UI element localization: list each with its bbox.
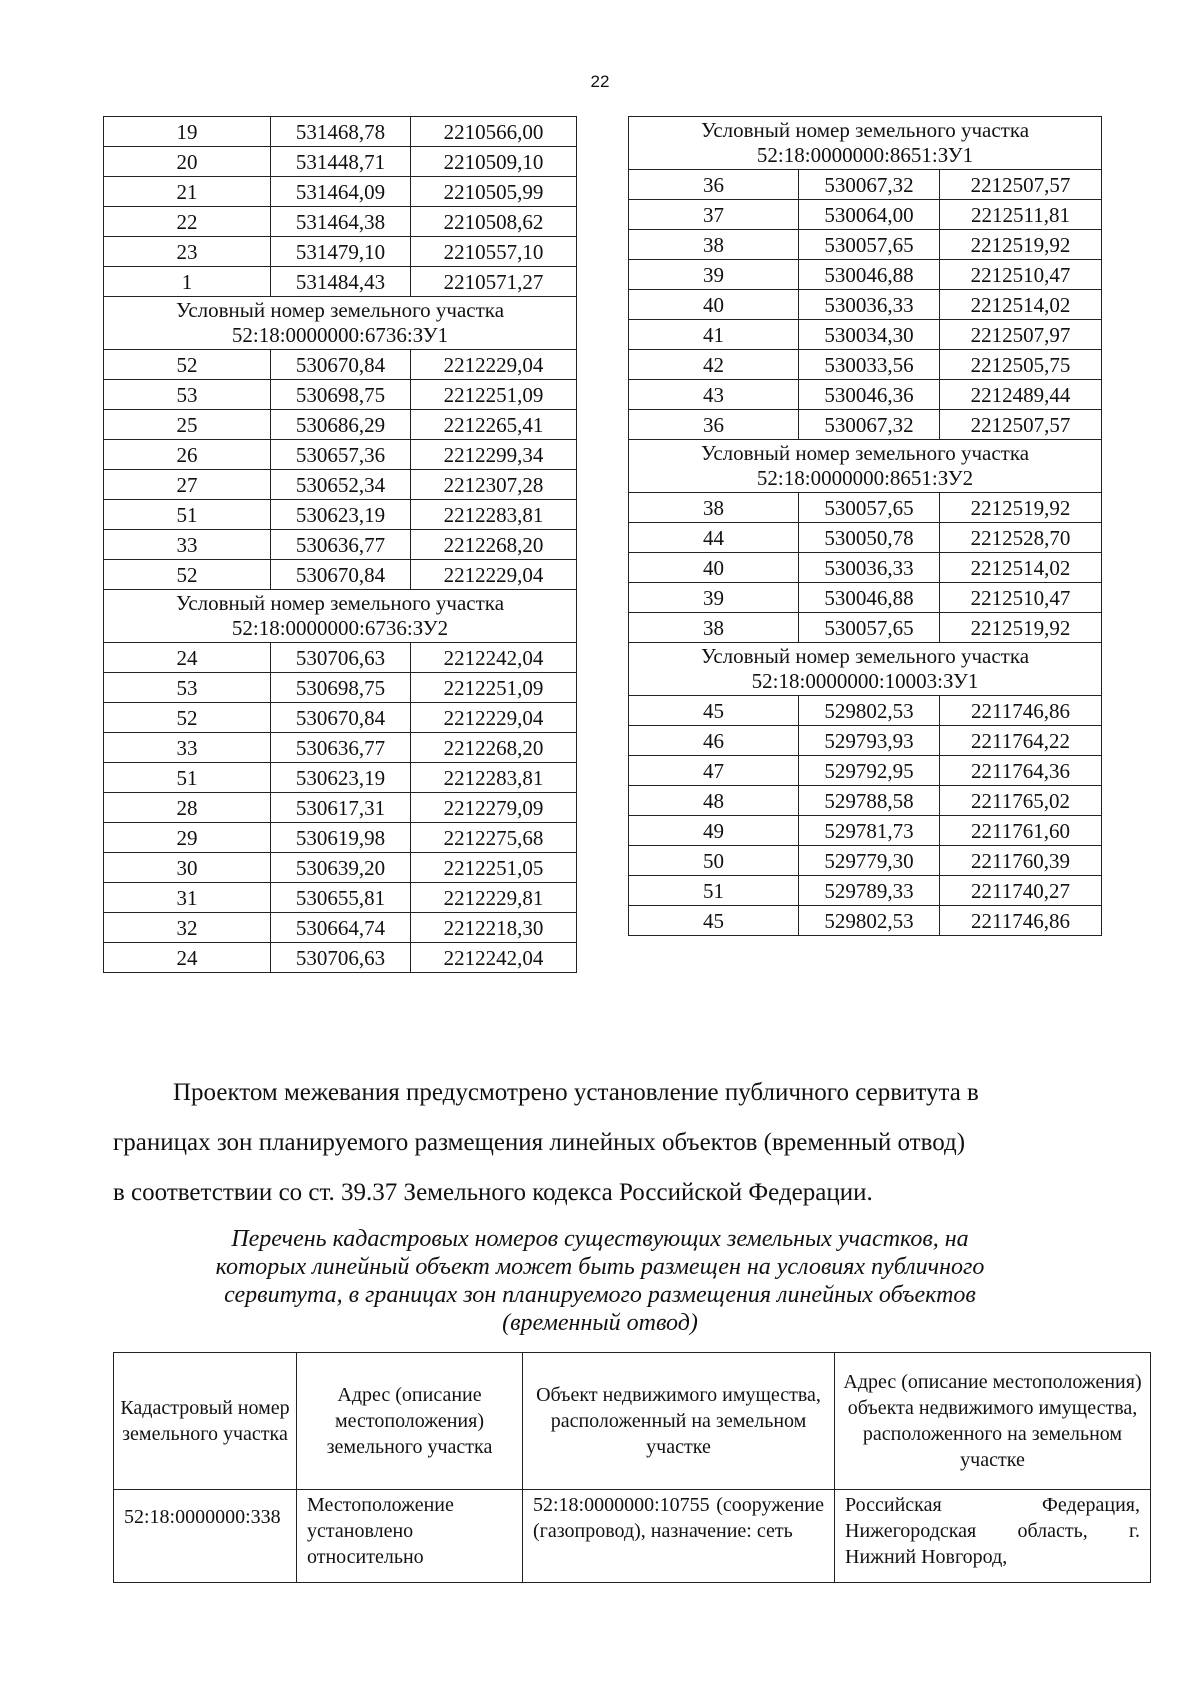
coordinate-row <box>104 913 577 943</box>
coord-y: 2212265,41 <box>411 410 577 440</box>
coordinate-row <box>104 147 577 177</box>
coord-y: 2212275,68 <box>411 823 577 853</box>
point-number: 39 <box>629 583 799 613</box>
point-number: 27 <box>104 470 271 500</box>
parcel-header-title: Условный номер земельного участка <box>700 644 1030 668</box>
cadastral-header-row <box>114 1353 1151 1490</box>
coord-x: 530639,20 <box>271 853 411 883</box>
coordinate-row <box>629 726 1102 756</box>
coordinates-table-left <box>103 116 577 973</box>
cadastral-number: 52:18:0000000:338 <box>124 1506 281 1528</box>
cadastral-row <box>114 1490 1151 1583</box>
coordinate-row <box>104 470 577 500</box>
coordinate-row <box>104 883 577 913</box>
coord-x: 529802,53 <box>799 696 940 726</box>
coordinates-table-right <box>628 116 1102 936</box>
property-address: Российская Федерация, Нижегородская область, г. Нижний Новгород, <box>845 1494 1140 1568</box>
coordinate-row <box>629 380 1102 410</box>
point-number: 21 <box>104 177 271 207</box>
coord-x: 530046,88 <box>799 260 940 290</box>
point-number: 46 <box>629 726 799 756</box>
coord-x: 530057,65 <box>799 493 940 523</box>
parcel-header-cell <box>629 117 1102 170</box>
point-number: 31 <box>104 883 271 913</box>
point-number: 32 <box>104 913 271 943</box>
coord-x: 530067,32 <box>799 170 940 200</box>
coordinate-row <box>629 493 1102 523</box>
coord-y: 2211760,39 <box>940 846 1102 876</box>
coordinate-row <box>104 793 577 823</box>
header-property-address: Адрес (описание местоположения) объекта недвижимого имущества, расположенного на земельном участке <box>835 1353 1151 1490</box>
coordinate-row <box>629 876 1102 906</box>
coordinate-row <box>104 350 577 380</box>
coord-x: 529802,53 <box>799 906 940 936</box>
coord-x: 531468,78 <box>271 117 411 147</box>
coord-x: 531479,10 <box>271 237 411 267</box>
coord-y: 2212507,57 <box>940 410 1102 440</box>
parcel-header-row <box>629 440 1102 493</box>
header-property-object: Объект недвижимого имущества, расположенный на земельном участке <box>523 1353 835 1490</box>
coord-y: 2212307,28 <box>411 470 577 500</box>
point-number: 38 <box>629 230 799 260</box>
coord-x: 530664,74 <box>271 913 411 943</box>
coord-x: 530670,84 <box>271 703 411 733</box>
property-object-cell <box>523 1490 835 1583</box>
property-address-cell <box>835 1490 1151 1583</box>
cadastral-table <box>113 1352 1151 1583</box>
parcel-number: 52:18:0000000:6736:ЗУ1 <box>231 323 449 347</box>
cadastral-number-cell <box>114 1490 297 1583</box>
coord-y: 2211764,22 <box>940 726 1102 756</box>
coord-x: 530036,33 <box>799 290 940 320</box>
parcel-header-title: Условный номер земельного участка <box>700 118 1030 142</box>
coordinate-row <box>104 177 577 207</box>
point-number: 23 <box>104 237 271 267</box>
coordinate-row <box>629 613 1102 643</box>
coord-x: 530623,19 <box>271 763 411 793</box>
coordinate-row <box>104 117 577 147</box>
coordinate-row <box>104 823 577 853</box>
parcel-header-cell <box>629 643 1102 696</box>
coordinate-row <box>104 673 577 703</box>
coordinate-row <box>629 583 1102 613</box>
coord-x: 530036,33 <box>799 553 940 583</box>
coord-y: 2212505,75 <box>940 350 1102 380</box>
land-address: Местоположение установлено относительно <box>307 1494 454 1568</box>
coord-x: 530698,75 <box>271 380 411 410</box>
point-number: 1 <box>104 267 271 297</box>
point-number: 45 <box>629 696 799 726</box>
coord-y: 2210571,27 <box>411 267 577 297</box>
coord-y: 2212251,09 <box>411 380 577 410</box>
coord-y: 2212229,81 <box>411 883 577 913</box>
coordinate-row <box>104 440 577 470</box>
point-number: 52 <box>104 703 271 733</box>
coord-y: 2212510,47 <box>940 583 1102 613</box>
paragraph-line: Проектом межевания предусмотрено установление публичного сервитута в <box>173 1079 979 1106</box>
coord-x: 530617,31 <box>271 793 411 823</box>
coordinate-row <box>104 853 577 883</box>
coord-x: 531448,71 <box>271 147 411 177</box>
parcel-header-cell <box>104 590 577 643</box>
coord-y: 2212279,09 <box>411 793 577 823</box>
coord-y: 2212229,04 <box>411 560 577 590</box>
point-number: 38 <box>629 613 799 643</box>
caption-line: сервитута, в границах зон планируемого размещения линейных объектов <box>224 1282 976 1308</box>
point-number: 24 <box>104 643 271 673</box>
coordinate-row <box>104 410 577 440</box>
coordinate-row <box>629 523 1102 553</box>
coord-y: 2212251,05 <box>411 853 577 883</box>
coord-x: 530623,19 <box>271 500 411 530</box>
caption-line: Перечень кадастровых номеров существующих земельных участков, на <box>231 1226 969 1252</box>
coord-x: 530657,36 <box>271 440 411 470</box>
land-address-cell <box>297 1490 523 1583</box>
point-number: 45 <box>629 906 799 936</box>
paragraph-line: границах зон планируемого размещения линейных объектов (временный отвод) <box>113 1129 966 1156</box>
point-number: 24 <box>104 943 271 973</box>
coord-y: 2212268,20 <box>411 733 577 763</box>
coordinate-row <box>629 410 1102 440</box>
point-number: 19 <box>104 117 271 147</box>
parcel-header-cell <box>629 440 1102 493</box>
point-number: 53 <box>104 380 271 410</box>
coord-y: 2212229,04 <box>411 703 577 733</box>
coord-y: 2210509,10 <box>411 147 577 177</box>
coordinate-row <box>629 906 1102 936</box>
coord-x: 530706,63 <box>271 643 411 673</box>
coordinate-row <box>629 290 1102 320</box>
point-number: 38 <box>629 493 799 523</box>
point-number: 52 <box>104 560 271 590</box>
coordinate-row <box>629 320 1102 350</box>
coordinate-row <box>629 846 1102 876</box>
parcel-header-title: Условный номер земельного участка <box>175 298 505 322</box>
property-object: 52:18:0000000:10755 (сооружение (газопровод), назначение: сеть <box>533 1494 824 1542</box>
coord-x: 530057,65 <box>799 230 940 260</box>
parcel-header-cell <box>104 297 577 350</box>
point-number: 26 <box>104 440 271 470</box>
coord-y: 2210508,62 <box>411 207 577 237</box>
paragraph-line: в соответствии со ст. 39.37 Земельного кодекса Российской Федерации. <box>113 1179 873 1206</box>
coord-y: 2211765,02 <box>940 786 1102 816</box>
coord-x: 529789,33 <box>799 876 940 906</box>
coord-y: 2212507,97 <box>940 320 1102 350</box>
coordinate-row <box>104 237 577 267</box>
coord-y: 2211740,27 <box>940 876 1102 906</box>
parcel-header-row <box>104 590 577 643</box>
coordinate-row <box>104 207 577 237</box>
coord-x: 530046,88 <box>799 583 940 613</box>
coord-y: 2210505,99 <box>411 177 577 207</box>
coord-x: 530686,29 <box>271 410 411 440</box>
parcel-number: 52:18:0000000:10003:ЗУ1 <box>751 669 979 693</box>
coordinate-row <box>629 200 1102 230</box>
coordinate-row <box>104 380 577 410</box>
parcel-header-title: Условный номер земельного участка <box>700 441 1030 465</box>
parcel-header-row <box>629 643 1102 696</box>
point-number: 36 <box>629 170 799 200</box>
coordinate-row <box>629 260 1102 290</box>
coordinate-row <box>629 696 1102 726</box>
coordinate-row <box>104 500 577 530</box>
parcel-header-row <box>104 297 577 350</box>
caption-line: (временный отвод) <box>502 1310 698 1336</box>
page-number: 22 <box>590 72 610 91</box>
coord-y: 2212519,92 <box>940 230 1102 260</box>
point-number: 36 <box>629 410 799 440</box>
point-number: 29 <box>104 823 271 853</box>
coord-x: 529779,30 <box>799 846 940 876</box>
coord-x: 530655,81 <box>271 883 411 913</box>
coord-x: 530636,77 <box>271 530 411 560</box>
coord-y: 2212218,30 <box>411 913 577 943</box>
coordinate-row <box>104 267 577 297</box>
point-number: 41 <box>629 320 799 350</box>
coordinate-row <box>104 530 577 560</box>
point-number: 40 <box>629 290 799 320</box>
point-number: 51 <box>104 763 271 793</box>
point-number: 49 <box>629 816 799 846</box>
table-caption <box>130 1225 1070 1337</box>
coordinate-row <box>629 350 1102 380</box>
point-number: 30 <box>104 853 271 883</box>
coordinate-row <box>629 230 1102 260</box>
parcel-number: 52:18:0000000:8651:ЗУ1 <box>756 143 974 167</box>
coord-x: 530057,65 <box>799 613 940 643</box>
point-number: 42 <box>629 350 799 380</box>
point-number: 47 <box>629 756 799 786</box>
coord-y: 2212489,44 <box>940 380 1102 410</box>
coord-x: 530670,84 <box>271 350 411 380</box>
servitude-paragraph <box>113 1068 1103 1218</box>
coord-y: 2211746,86 <box>940 906 1102 936</box>
coord-x: 530706,63 <box>271 943 411 973</box>
coord-y: 2212514,02 <box>940 553 1102 583</box>
coord-x: 530067,32 <box>799 410 940 440</box>
point-number: 53 <box>104 673 271 703</box>
coord-y: 2211764,36 <box>940 756 1102 786</box>
point-number: 43 <box>629 380 799 410</box>
coord-x: 529788,58 <box>799 786 940 816</box>
coord-y: 2212229,04 <box>411 350 577 380</box>
coord-x: 530046,36 <box>799 380 940 410</box>
coord-y: 2212299,34 <box>411 440 577 470</box>
point-number: 33 <box>104 733 271 763</box>
coord-y: 2212519,92 <box>940 613 1102 643</box>
caption-line: которых линейный объект может быть размещен на условиях публичного <box>215 1254 985 1280</box>
coord-y: 2212510,47 <box>940 260 1102 290</box>
point-number: 52 <box>104 350 271 380</box>
point-number: 51 <box>104 500 271 530</box>
coord-x: 530636,77 <box>271 733 411 763</box>
parcel-header-row <box>629 117 1102 170</box>
coord-y: 2212242,04 <box>411 943 577 973</box>
point-number: 40 <box>629 553 799 583</box>
coord-x: 530652,34 <box>271 470 411 500</box>
coord-y: 2211761,60 <box>940 816 1102 846</box>
coordinate-row <box>629 816 1102 846</box>
coord-y: 2212514,02 <box>940 290 1102 320</box>
coord-y: 2211746,86 <box>940 696 1102 726</box>
coord-y: 2212251,09 <box>411 673 577 703</box>
coord-x: 529793,93 <box>799 726 940 756</box>
coord-y: 2212283,81 <box>411 500 577 530</box>
coord-y: 2212511,81 <box>940 200 1102 230</box>
parcel-header-title: Условный номер земельного участка <box>175 591 505 615</box>
point-number: 28 <box>104 793 271 823</box>
point-number: 25 <box>104 410 271 440</box>
coordinate-row <box>104 560 577 590</box>
point-number: 33 <box>104 530 271 560</box>
point-number: 22 <box>104 207 271 237</box>
coord-x: 530670,84 <box>271 560 411 590</box>
coord-x: 529781,73 <box>799 816 940 846</box>
point-number: 39 <box>629 260 799 290</box>
coord-x: 529792,95 <box>799 756 940 786</box>
coord-x: 531484,43 <box>271 267 411 297</box>
coordinate-row <box>104 733 577 763</box>
coord-y: 2212242,04 <box>411 643 577 673</box>
coordinate-row <box>629 553 1102 583</box>
header-cadastral-number: Кадастровый номер земельного участка <box>114 1353 297 1490</box>
coord-y: 2212528,70 <box>940 523 1102 553</box>
point-number: 20 <box>104 147 271 177</box>
coord-y: 2212268,20 <box>411 530 577 560</box>
coord-y: 2212507,57 <box>940 170 1102 200</box>
header-land-address: Адрес (описание местоположения) земельного участка <box>297 1353 523 1490</box>
coord-x: 531464,09 <box>271 177 411 207</box>
coordinate-row <box>104 703 577 733</box>
coord-x: 530033,56 <box>799 350 940 380</box>
point-number: 51 <box>629 876 799 906</box>
coord-y: 2212519,92 <box>940 493 1102 523</box>
coordinate-row <box>104 943 577 973</box>
coord-x: 531464,38 <box>271 207 411 237</box>
coordinate-row <box>104 763 577 793</box>
point-number: 50 <box>629 846 799 876</box>
coordinate-row <box>104 643 577 673</box>
coord-y: 2210566,00 <box>411 117 577 147</box>
coord-x: 530064,00 <box>799 200 940 230</box>
coord-x: 530698,75 <box>271 673 411 703</box>
point-number: 37 <box>629 200 799 230</box>
coord-x: 530050,78 <box>799 523 940 553</box>
coord-x: 530034,30 <box>799 320 940 350</box>
coordinate-row <box>629 756 1102 786</box>
point-number: 44 <box>629 523 799 553</box>
parcel-number: 52:18:0000000:8651:ЗУ2 <box>756 466 974 490</box>
coord-y: 2212283,81 <box>411 763 577 793</box>
coordinate-row <box>629 170 1102 200</box>
coordinate-row <box>629 786 1102 816</box>
parcel-number: 52:18:0000000:6736:ЗУ2 <box>231 616 449 640</box>
coord-y: 2210557,10 <box>411 237 577 267</box>
point-number: 48 <box>629 786 799 816</box>
coord-x: 530619,98 <box>271 823 411 853</box>
